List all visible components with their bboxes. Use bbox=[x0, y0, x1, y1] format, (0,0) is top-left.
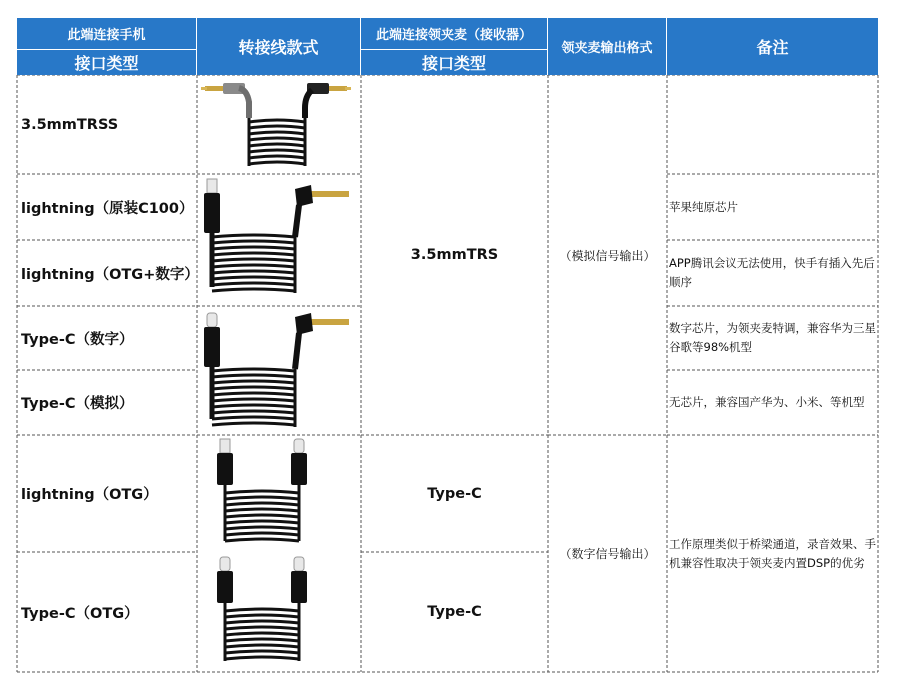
3.5mm-to-3.5mm-coiled-cable-icon bbox=[199, 78, 359, 172]
receiver-port-cell: Type-C bbox=[427, 485, 482, 502]
receiver-port-cell: 3.5mmTRS bbox=[410, 247, 499, 263]
header-phone-port-top: 此端连接手机 bbox=[17, 18, 197, 50]
note-cell: 数字芯片，为领夹麦特调，兼容华为三星谷歌等98%机型 bbox=[669, 321, 876, 354]
note-cell: APP腾讯会议无法使用，快手有插入先后顺序 bbox=[669, 256, 875, 289]
output-format-cell: （数字信号输出） bbox=[559, 547, 656, 561]
lightning-to-typec-coiled-cable-icon bbox=[199, 437, 359, 549]
phone-port-cell: lightning（OTG） bbox=[21, 487, 158, 503]
phone-port-cell: Type-C（模拟） bbox=[21, 396, 134, 412]
header-output-format: 领夹麦输出格式 bbox=[548, 18, 667, 75]
phone-port-cell: lightning（原装C100） bbox=[21, 200, 194, 217]
typec-to-3.5mm-coiled-cable-icon bbox=[199, 309, 359, 433]
note-cell: 无芯片，兼容国产华为、小米、等机型 bbox=[669, 395, 865, 409]
phone-port-cell: 3.5mmTRSS bbox=[21, 116, 119, 133]
header-phone-port-bottom: 接口类型 bbox=[17, 50, 197, 75]
lightning-to-3.5mm-coiled-cable-icon bbox=[199, 177, 359, 303]
output-format-cell: （模拟信号输出） bbox=[559, 248, 656, 263]
typec-to-typec-coiled-cable-icon bbox=[199, 555, 359, 669]
phone-port-cell: lightning（OTG+数字） bbox=[21, 266, 199, 283]
receiver-port-cell: Type-C bbox=[427, 604, 482, 620]
header-receiver-port-bottom: 接口类型 bbox=[361, 50, 548, 75]
note-cell: 苹果纯原芯片 bbox=[669, 199, 738, 214]
phone-port-cell: Type-C（数字） bbox=[21, 331, 134, 348]
header-cable-style: 转接线款式 bbox=[197, 18, 361, 75]
note-cell: 工作原理类似于桥梁通道，录音效果、手机兼容性取决于领夹麦内置DSP的优劣 bbox=[669, 536, 876, 570]
note-cell bbox=[667, 75, 878, 174]
phone-port-cell: Type-C（OTG） bbox=[21, 605, 139, 622]
header-notes: 备注 bbox=[667, 18, 878, 75]
header-receiver-port-top: 此端连接领夹麦（接收器） bbox=[361, 18, 548, 50]
